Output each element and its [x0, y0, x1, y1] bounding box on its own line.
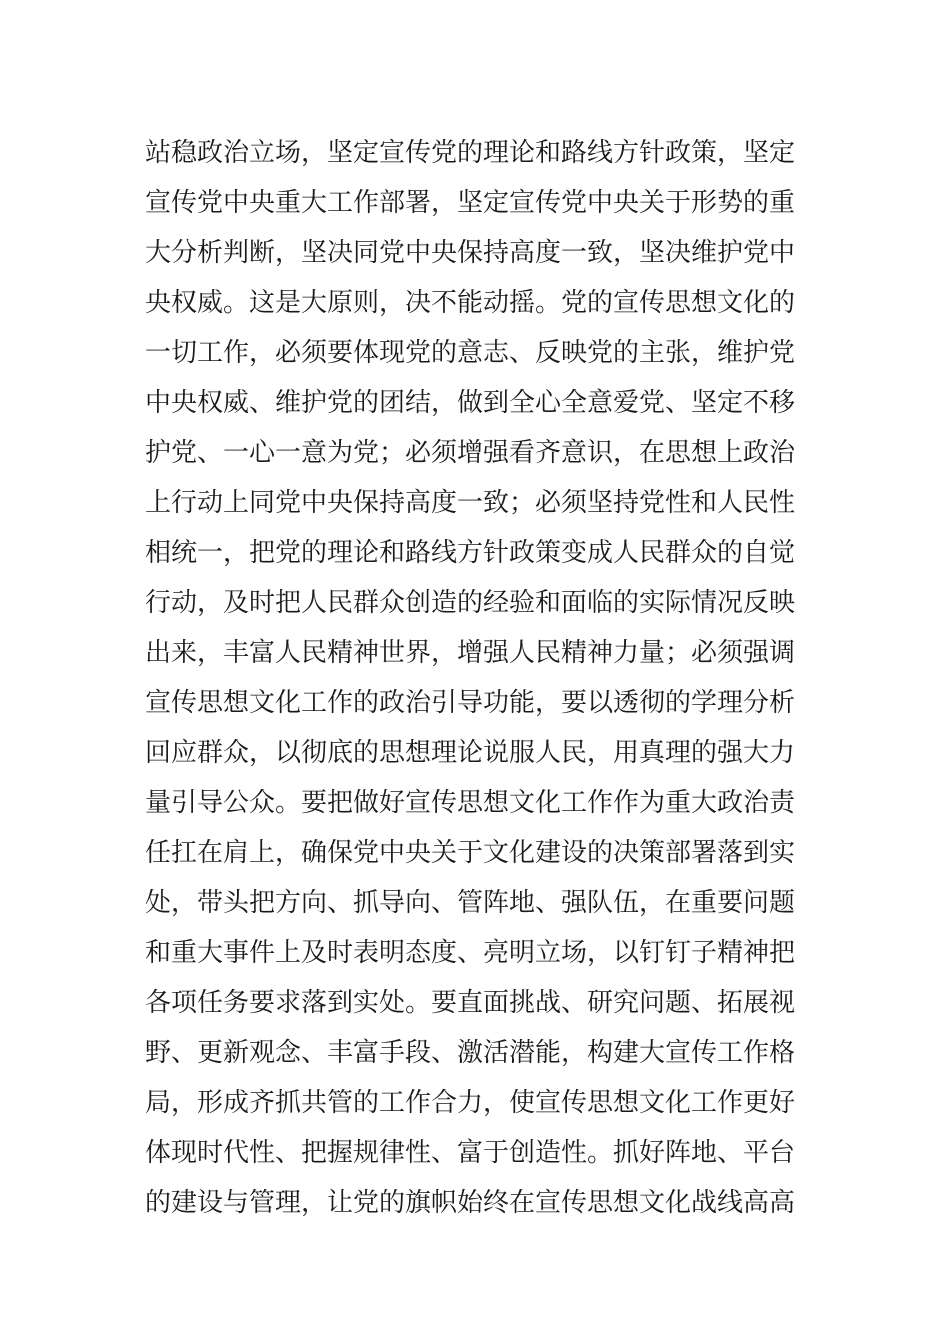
- text-line: 任扛在肩上，确保党中央关于文化建设的决策部署落到实: [145, 838, 796, 868]
- text-line: 行动，及时把人民群众创造的经验和面临的实际情况反映: [145, 588, 796, 618]
- text-line: 相统一，把党的理论和路线方针政策变成人民群众的自觉: [145, 538, 796, 568]
- text-line: 处，带头把方向、抓导向、管阵地、强队伍，在重要问题: [145, 888, 796, 918]
- text-line: 回应群众，以彻底的思想理论说服人民，用真理的强大力: [145, 738, 796, 768]
- text-line: 站稳政治立场，坚定宣传党的理论和路线方针政策，坚定: [145, 138, 796, 168]
- text-line: 和重大事件上及时表明态度、亮明立场，以钉钉子精神把: [145, 938, 796, 968]
- body-paragraph: [145, 128, 825, 1228]
- text-line: 央权威。这是大原则，决不能动摇。党的宣传思想文化的: [145, 288, 796, 318]
- text-line: 上行动上同党中央保持高度一致；必须坚持党性和人民性: [145, 488, 796, 518]
- text-line: 局，形成齐抓共管的工作合力，使宣传思想文化工作更好: [145, 1088, 796, 1118]
- text-line: 野、更新观念、丰富手段、激活潜能，构建大宣传工作格: [145, 1038, 796, 1068]
- text-line: 体现时代性、把握规律性、富于创造性。抓好阵地、平台: [145, 1138, 796, 1168]
- text-line: 大分析判断，坚决同党中央保持高度一致，坚决维护党中: [145, 238, 796, 268]
- text-line: 护党、一心一意为党；必须增强看齐意识，在思想上政治: [145, 438, 796, 468]
- text-line: 宣传思想文化工作的政治引导功能，要以透彻的学理分析: [145, 688, 796, 718]
- text-line: 宣传党中央重大工作部署，坚定宣传党中央关于形势的重: [145, 188, 796, 218]
- text-line: 量引导公众。要把做好宣传思想文化工作作为重大政治责: [145, 788, 796, 818]
- text-line: 一切工作，必须要体现党的意志、反映党的主张，维护党: [145, 338, 796, 368]
- text-line: 的建设与管理，让党的旗帜始终在宣传思想文化战线高高: [145, 1188, 796, 1218]
- text-line: 各项任务要求落到实处。要直面挑战、研究问题、拓展视: [145, 988, 796, 1018]
- text-line: 中央权威、维护党的团结，做到全心全意爱党、坚定不移: [145, 388, 796, 418]
- text-line: 出来，丰富人民精神世界，增强人民精神力量；必须强调: [145, 638, 796, 668]
